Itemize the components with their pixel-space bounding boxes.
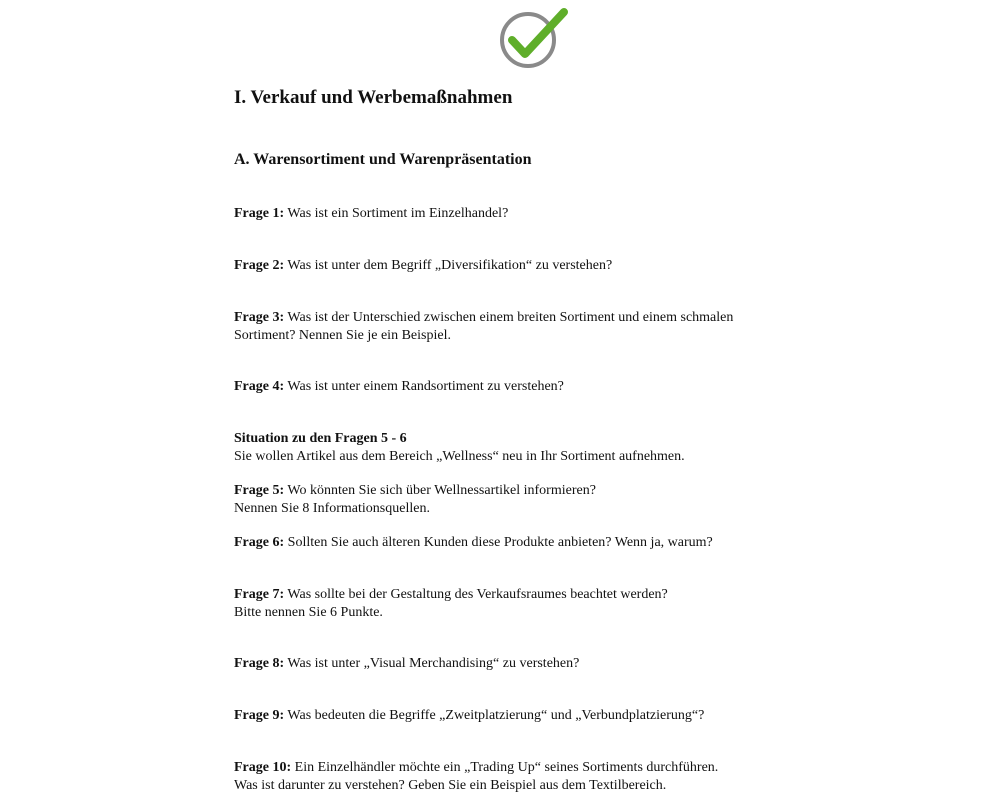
question-text: Was sollte bei der Gestaltung des Verkaufsraumes beachtet werden? [287,587,668,602]
question-text: Wo könnten Sie sich über Wellnessartikel informieren? [287,483,596,498]
question-label: Frage 9: [234,708,285,723]
question-label: Frage 3: [234,310,285,325]
question-4 [234,378,834,396]
checkmark-icon [496,6,570,70]
question-label: Frage 10: [234,760,292,775]
question-1 [234,205,834,223]
question-text: Was bedeuten die Begriffe „Zweitplatzierung“ und „Verbundplatzierung“? [287,708,705,723]
checkmark-tick [512,12,564,54]
question-8 [234,655,834,673]
question-text: Was ist unter „Visual Merchandising“ zu verstehen? [287,656,580,671]
question-text: Sollten Sie auch älteren Kunden diese Produkte anbieten? Wenn ja, warum? [287,535,713,550]
question-3 [234,309,834,345]
question-5 [234,482,834,518]
question-label: Frage 7: [234,587,285,602]
question-text: Was ist unter dem Begriff „Diversifikation“ zu verstehen? [287,258,613,273]
question-text: Was ist ein Sortiment im Einzelhandel? [287,206,509,221]
question-text: Was ist der Unterschied zwischen einem breiten Sortiment und einem schmalen [287,310,734,325]
situation-block [234,430,834,466]
section-heading: I. Verkauf und Werbemaßnahmen [234,87,513,108]
situation-label: Situation zu den Fragen 5 - 6 [234,431,407,446]
question-label: Frage 1: [234,206,285,221]
question-9 [234,707,834,725]
question-label: Frage 8: [234,656,285,671]
question-2 [234,257,834,275]
question-label: Frage 2: [234,258,285,273]
question-text: Ein Einzelhändler möchte ein „Trading Up“ seines Sortiments durchführen. [294,760,719,775]
question-text-continued: Bitte nennen Sie 6 Punkte. [234,605,383,620]
question-7 [234,586,834,622]
question-label: Frage 6: [234,535,285,550]
question-6 [234,534,834,552]
question-label: Frage 5: [234,483,285,498]
question-text-continued: Sortiment? Nennen Sie je ein Beispiel. [234,328,451,343]
question-10 [234,759,834,795]
subsection-heading: A. Warensortiment und Warenpräsentation [234,151,532,168]
question-text: Was ist unter einem Randsortiment zu verstehen? [287,379,564,394]
question-text-continued: Nennen Sie 8 Informationsquellen. [234,501,430,516]
situation-text: Sie wollen Artikel aus dem Bereich „Wellness“ neu in Ihr Sortiment aufnehmen. [234,449,685,464]
question-text-continued: Was ist darunter zu verstehen? Geben Sie ein Beispiel aus dem Textilbereich. [234,778,667,793]
question-label: Frage 4: [234,379,285,394]
